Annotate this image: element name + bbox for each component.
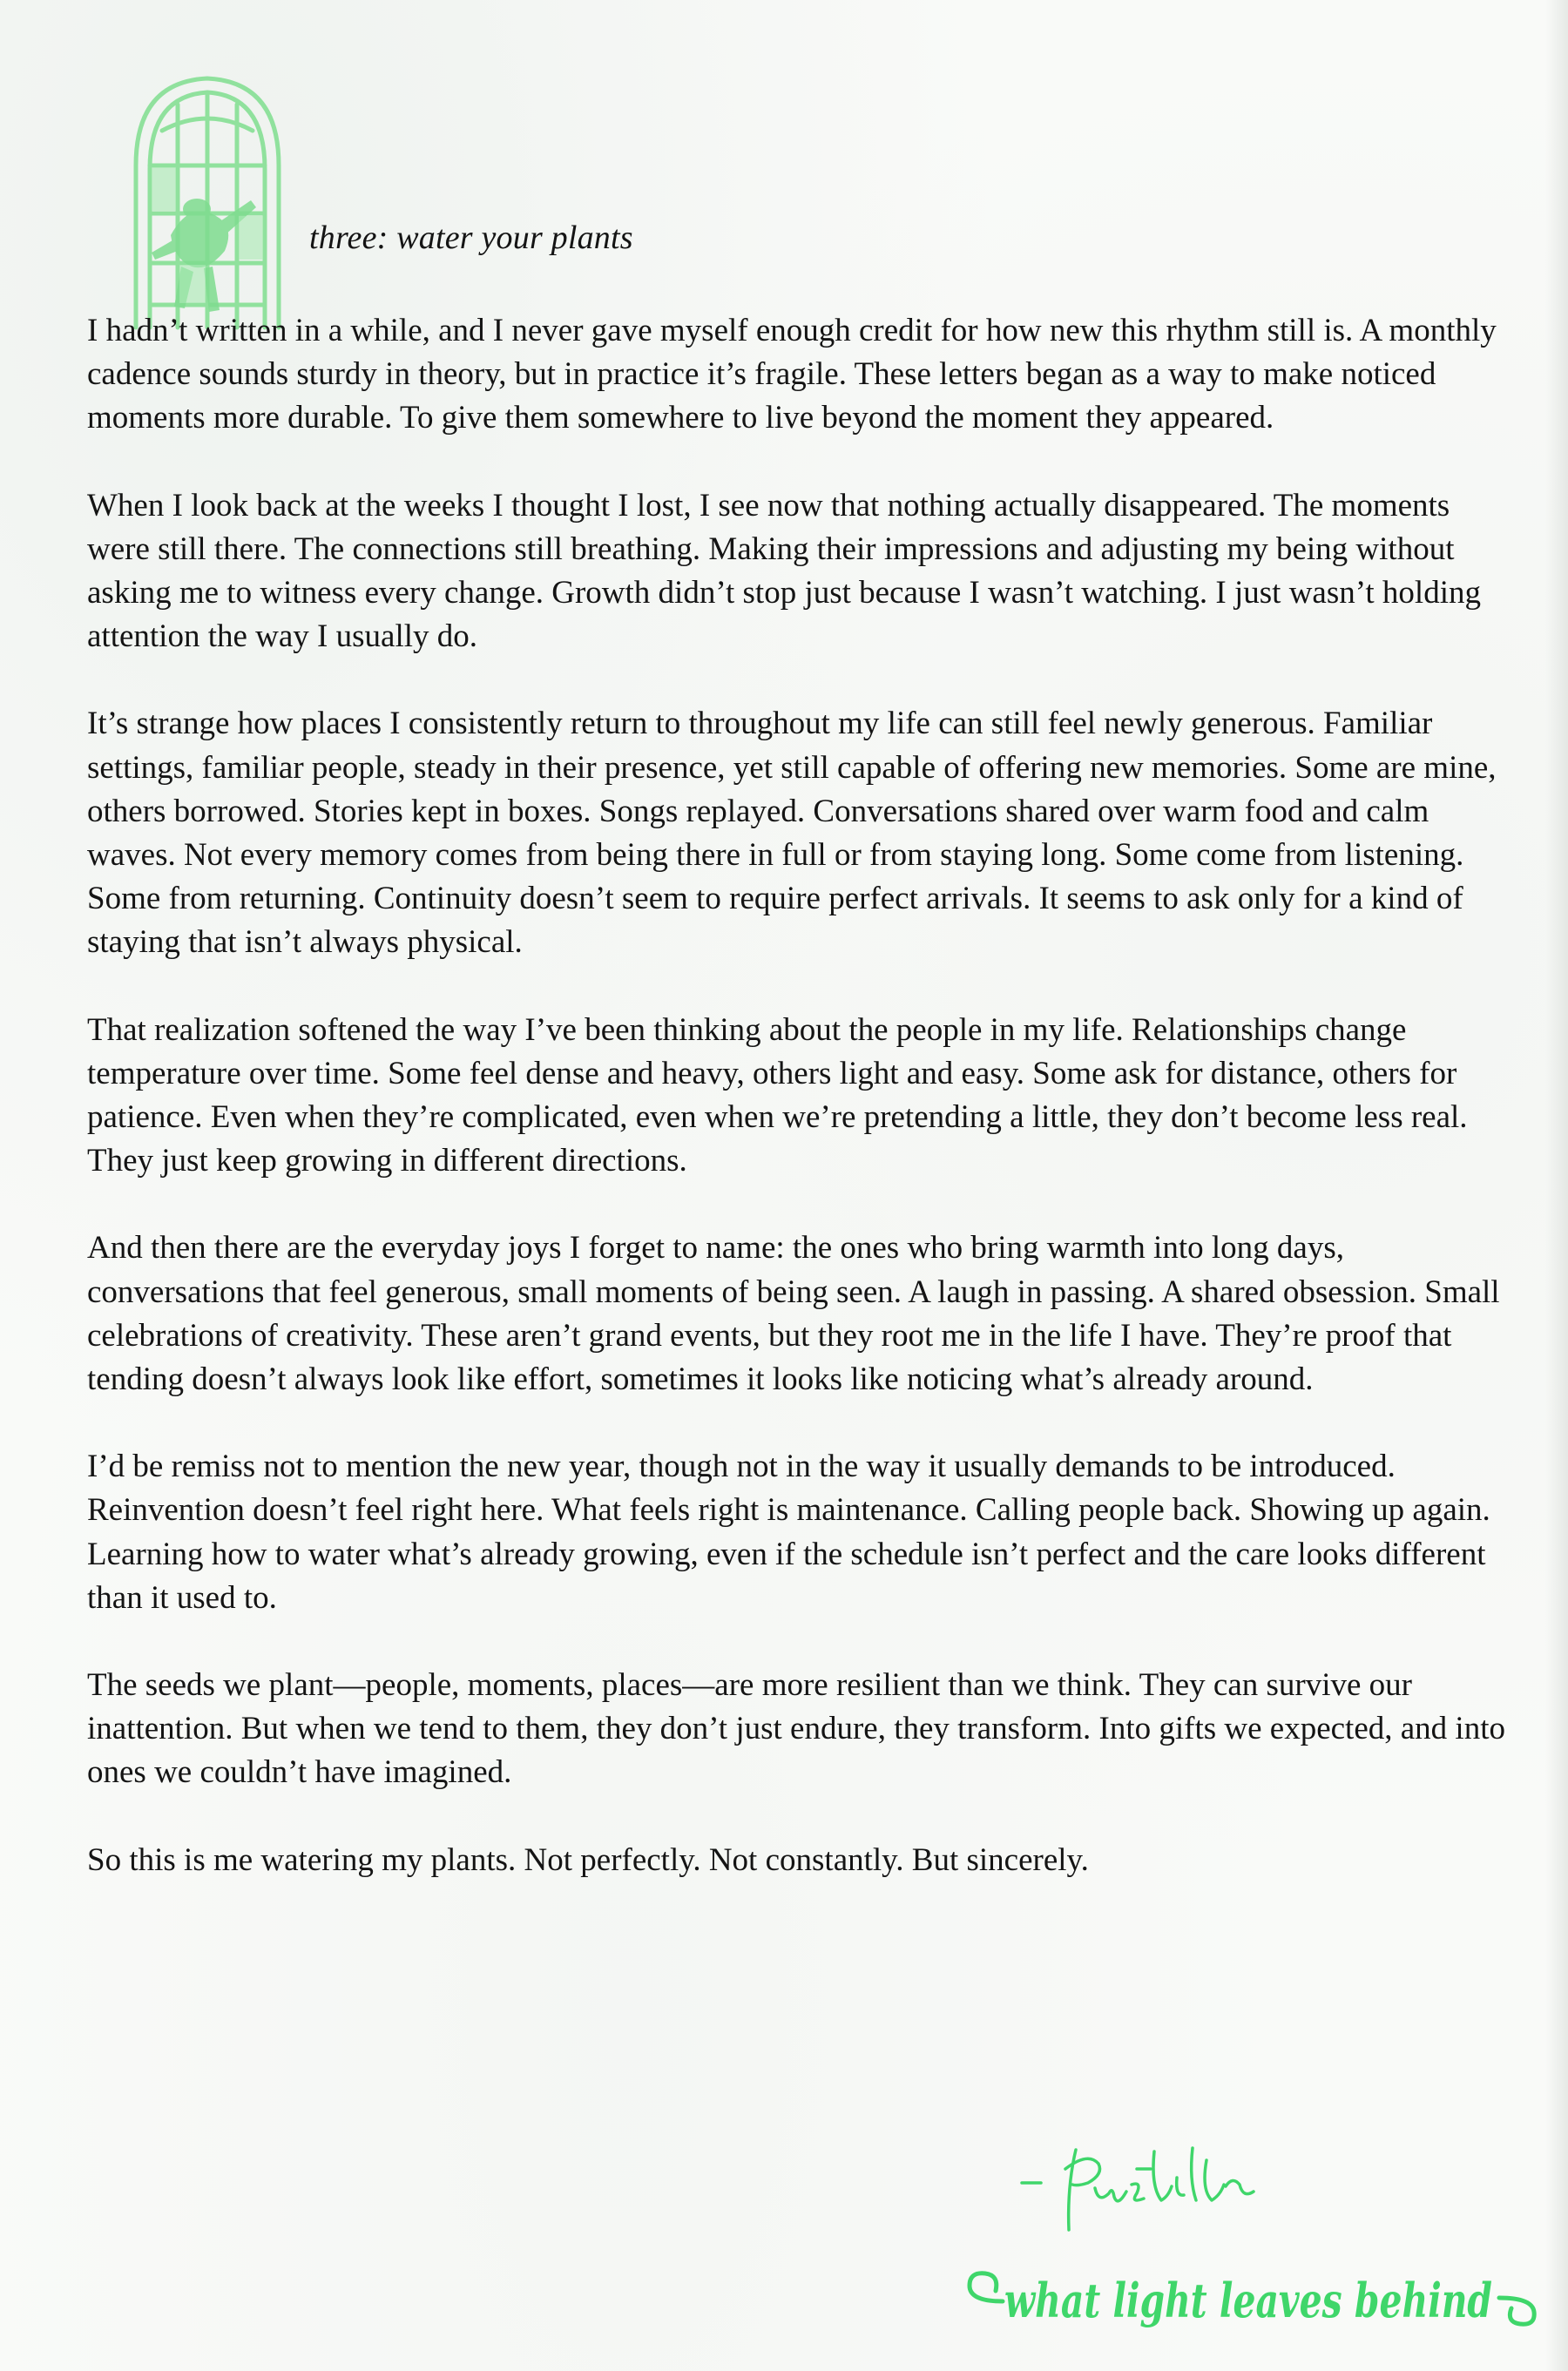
paragraph-1: I hadn’t written in a while, and I never gave myself enough credit for how new this rhythm still is. A monthly cadence sounds sturdy in theory, but in practice it’s fragile. These letters began as a way to make noticed moments more durable. To give them somewhere to live beyond the moment they appeared.	[87, 313, 1497, 436]
paragraph-3: It’s strange how places I consistently return to throughout my life can still feel newly generous. Familiar settings, familiar people, steady in their presence, yet still capable of offering new memories. Some are mine, others borrowed. Stories kept in boxes. Songs replayed. Conversations shared over warm food and calm waves. Not every memory comes from being there in full or from staying long. Some come from listening. Some from returning. Continuity doesn’t seem to require perfect arrivals. It seems to ask only for a kind of staying that isn’t always physical.	[87, 706, 1497, 961]
paragraph-7: The seeds we plant—people, moments, places—are more resilient than we think. They can survive our inattention. But when we tend to them, they don’t just endure, they transform. Into gifts we expected, and into ones we couldn’t have imagined.	[87, 1667, 1505, 1791]
left-swirl-icon	[970, 2273, 1003, 2301]
paragraph-2: When I look back at the weeks I thought I lost, I see now that nothing actually disappeared. The moments were still there. The connections still breathing. Making their impressions and adjusting my being without asking me to witness every change. Growth didn’t stop just because I wasn’t watching. I just wasn’t holding attention the way I usually do.	[87, 487, 1481, 655]
footer-wordmark	[954, 2256, 1555, 2343]
footer-wordmark-text: what light leaves behind	[1004, 2273, 1492, 2328]
letter-title: three: water your plants	[309, 220, 633, 256]
paper-edge-shadow	[1545, 0, 1568, 2371]
paragraph-8: So this is me watering my plants. Not perfectly. Not constantly. But sincerely.	[87, 1841, 1089, 1878]
paragraph-4: That realization softened the way I’ve been thinking about the people in my life. Relationships change temperature over time. Some feel dense and heavy, others light and easy. Some ask for distance, others for patience. Even when they’re complicated, even when we’re pretending a little, they don’t become less real. They just keep growing in different directions.	[87, 1011, 1468, 1179]
right-swirl-icon	[1499, 2298, 1534, 2324]
paragraph-5: And then there are the everyday joys I forget to name: the ones who bring warmth into long days, conversations that feel generous, small moments of being seen. A laugh in passing. A shared obsession. Small celebrations of creativity. These aren’t grand events, but they root me in the life I have. They’re proof that tending doesn’t always look like effort, sometimes it looks like noticing what’s already around.	[87, 1230, 1500, 1398]
paragraph-6: I’d be remiss not to mention the new year, though not in the way it usually demands to be introduced. Reinvention doesn’t feel right here. What feels right is maintenance. Calling people back. Showing up again. Learning how to water what’s already growing, even if the schedule isn’t perfect and the care looks different than it used to.	[87, 1449, 1490, 1616]
signature-icon	[1015, 2134, 1302, 2239]
arched-window-stamp-icon	[120, 70, 294, 331]
letter-body	[87, 309, 1516, 1926]
